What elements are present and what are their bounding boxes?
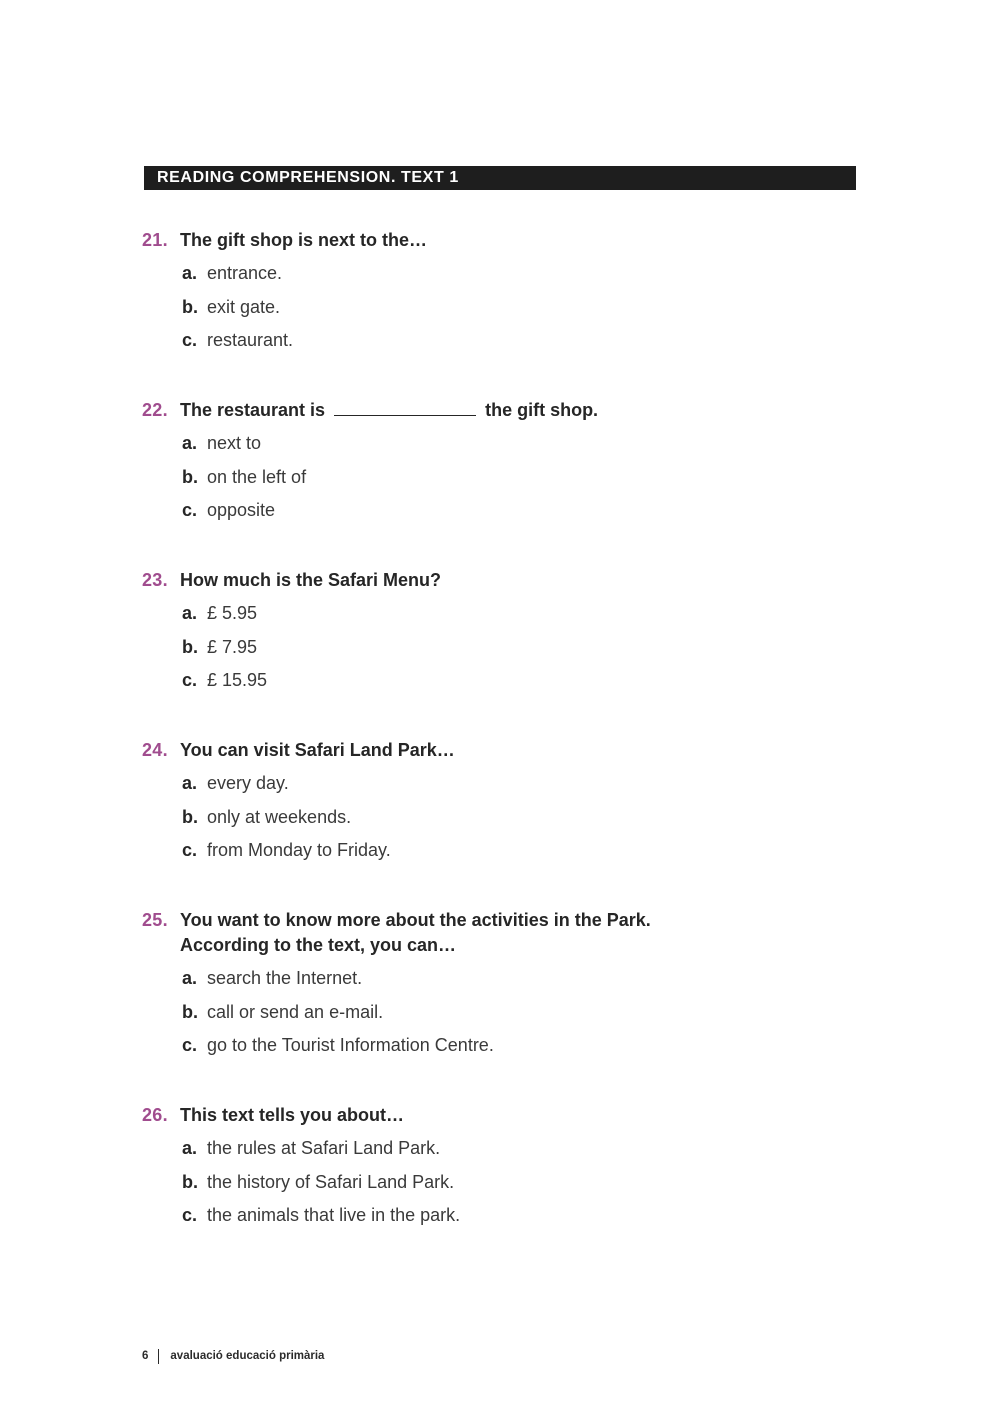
- option-text: exit gate.: [207, 296, 281, 317]
- option-b[interactable]: [142, 996, 862, 1030]
- question-text-after: the gift shop.: [485, 400, 599, 420]
- question-stem: [142, 908, 862, 933]
- option-a[interactable]: [142, 962, 862, 996]
- option-text: restaurant.: [207, 330, 294, 350]
- question-stem: [142, 228, 862, 253]
- question-stem: [142, 398, 862, 423]
- option-text: £ 15.95: [207, 670, 268, 690]
- option-b[interactable]: [142, 461, 862, 495]
- page-footer: [142, 1347, 324, 1365]
- section-title: READING COMPREHENSION. TEXT 1: [157, 169, 459, 186]
- question-number: 22.: [142, 400, 168, 420]
- question-number: 24.: [142, 740, 168, 760]
- option-text: next to: [207, 433, 262, 453]
- option-text: from Monday to Friday.: [207, 840, 391, 860]
- question-24: [142, 738, 862, 868]
- option-c[interactable]: [142, 664, 862, 698]
- option-a[interactable]: [142, 597, 862, 631]
- question-stem: [142, 1103, 862, 1128]
- question-text: The gift shop is next to the…: [180, 230, 427, 250]
- option-a[interactable]: [142, 257, 862, 291]
- option-text: opposite: [207, 500, 276, 520]
- question-number: 25.: [142, 910, 168, 930]
- option-letter: a.: [182, 433, 198, 453]
- footer-divider: [158, 1349, 159, 1364]
- option-letter: b.: [182, 1001, 198, 1022]
- option-c[interactable]: [142, 324, 862, 358]
- option-c[interactable]: [142, 1199, 862, 1233]
- question-stem: [142, 568, 862, 593]
- page-number: 6: [142, 1350, 149, 1362]
- section-header: [144, 166, 856, 190]
- publication-name: avaluació educació primària: [170, 1350, 325, 1362]
- option-list: [142, 767, 862, 868]
- option-letter: b.: [182, 466, 198, 487]
- option-list: [142, 1132, 862, 1233]
- option-letter: c.: [182, 1035, 198, 1055]
- question-text: This text tells you about…: [180, 1105, 405, 1125]
- option-text: go to the Tourist Information Centre.: [207, 1035, 494, 1055]
- option-a[interactable]: [142, 767, 862, 801]
- option-b[interactable]: [142, 1166, 862, 1200]
- question-text: [180, 398, 862, 423]
- option-text: £ 5.95: [207, 603, 258, 623]
- option-text: search the Internet.: [207, 968, 363, 988]
- question-22: [142, 398, 862, 528]
- option-letter: b.: [182, 1171, 198, 1192]
- question-26: [142, 1103, 862, 1233]
- question-text-before: The restaurant is: [180, 400, 326, 420]
- option-text: the history of Safari Land Park.: [207, 1171, 455, 1192]
- option-text: the animals that live in the park.: [207, 1205, 461, 1225]
- option-a[interactable]: [142, 427, 862, 461]
- option-list: [142, 257, 862, 358]
- option-letter: c.: [182, 330, 198, 350]
- option-text: on the left of: [207, 466, 307, 487]
- option-letter: c.: [182, 500, 198, 520]
- question-21: [142, 228, 862, 358]
- question-number: 23.: [142, 570, 168, 590]
- question-text-line2: According to the text, you can…: [180, 935, 457, 955]
- option-letter: b.: [182, 636, 198, 657]
- option-letter: c.: [182, 1205, 198, 1225]
- option-text: £ 7.95: [207, 636, 258, 657]
- option-c[interactable]: [142, 1029, 862, 1063]
- option-letter: c.: [182, 670, 198, 690]
- option-letter: a.: [182, 773, 198, 793]
- option-c[interactable]: [142, 494, 862, 528]
- option-text: call or send an e-mail.: [207, 1001, 384, 1022]
- option-letter: a.: [182, 1138, 198, 1158]
- option-text: every day.: [207, 773, 289, 793]
- option-text: only at weekends.: [207, 806, 352, 827]
- option-letter: a.: [182, 603, 198, 623]
- answer-blank: [334, 399, 476, 416]
- option-b[interactable]: [142, 631, 862, 665]
- option-list: [142, 597, 862, 698]
- option-text: the rules at Safari Land Park.: [207, 1138, 441, 1158]
- question-23: [142, 568, 862, 698]
- option-letter: b.: [182, 806, 198, 827]
- question-text: You can visit Safari Land Park…: [180, 740, 455, 760]
- question-stem: [142, 738, 862, 763]
- option-a[interactable]: [142, 1132, 862, 1166]
- option-list: [142, 962, 862, 1063]
- question-number: 21.: [142, 230, 168, 250]
- question-number: 26.: [142, 1105, 168, 1125]
- option-letter: c.: [182, 840, 198, 860]
- question-text: How much is the Safari Menu?: [180, 570, 442, 590]
- option-b[interactable]: [142, 291, 862, 325]
- option-letter: a.: [182, 968, 198, 988]
- option-letter: a.: [182, 263, 198, 283]
- question-text: You want to know more about the activities in the Park.: [180, 910, 651, 930]
- option-letter: b.: [182, 296, 198, 317]
- option-list: [142, 427, 862, 528]
- question-25: [142, 908, 862, 1063]
- option-text: entrance.: [207, 263, 283, 283]
- option-c[interactable]: [142, 834, 862, 868]
- option-b[interactable]: [142, 801, 862, 835]
